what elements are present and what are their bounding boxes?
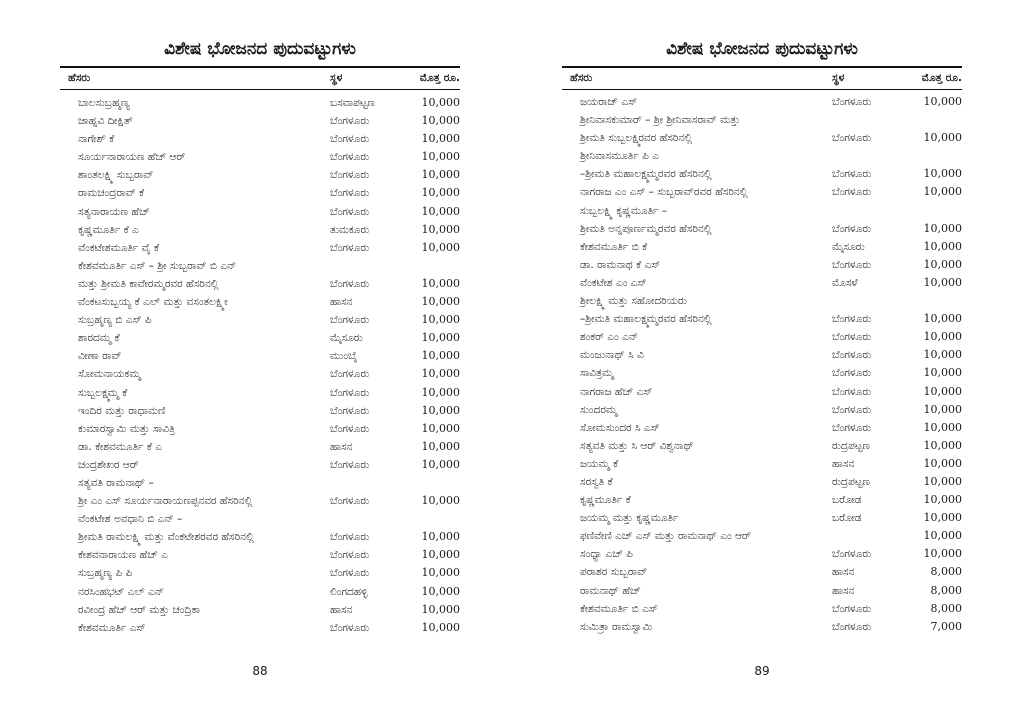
donor-name: ಇಂದಿರ ಮತ್ತು ರಾಧಾಮಣಿ — [78, 404, 166, 417]
donor-name: ನಾಗೇಶ್ ಕೆ — [78, 133, 115, 146]
donation-amount: 10,000 — [421, 150, 460, 164]
donor-name: ಶ್ರೀ ಎಂ ಎಸ್ ಸೂರ್ಯನಾರಾಯಣಪ್ಪನವರ ಹೆಸರಿನಲ್ಲಿ — [78, 495, 253, 508]
donor-name: ಸುಮಿತ್ರಾ ರಾಮಸ್ವಾಮಿ — [580, 620, 653, 633]
donation-amount: 10,000 — [421, 584, 460, 598]
page-right — [562, 0, 962, 724]
donor-name: ಕೇಶವಮೂರ್ತಿ ಬಿ ಎಸ್ — [580, 602, 658, 615]
table-row — [562, 455, 962, 473]
donation-amount: 10,000 — [421, 620, 460, 634]
table-row — [60, 275, 460, 293]
donor-name: ಸುಂದರಮ್ಮ — [580, 403, 618, 416]
donor-name: ಶ್ರೀನಿವಾಸಮೂರ್ತಿ ಪಿ ಎ — [580, 150, 659, 163]
donation-amount: 10,000 — [421, 439, 460, 453]
donor-name: ವೆಂಕಟೇಶ ಎಂ ಎಸ್ — [580, 276, 647, 289]
donation-amount: 10,000 — [923, 95, 962, 108]
header-place: ಸ್ಥಳ — [832, 72, 845, 84]
donation-amount: 10,000 — [923, 511, 962, 525]
donor-place: ಬೆಂಗಳೂರು — [832, 96, 872, 108]
donor-place: ಬೆಂಗಳೂರು — [832, 421, 872, 434]
donation-amount: 10,000 — [923, 131, 962, 145]
table-row — [60, 456, 460, 474]
table-header — [60, 68, 460, 88]
table-row — [60, 184, 460, 202]
donor-name: ಶಾಂತಲಕ್ಷ್ಮಿ ಸುಬ್ಬರಾವ್ — [78, 169, 154, 182]
donation-amount: 10,000 — [421, 132, 460, 146]
table-row — [60, 257, 460, 275]
donor-name: ಕೃಷ್ಣಮೂರ್ತಿ ಕೆ — [580, 494, 631, 507]
donor-name: ಫಣಿವೇಣಿ ಎಚ್ ಎಸ್ ಮತ್ತು ರಾಮನಾಥ್ ಎಂ ಆರ್ — [580, 530, 751, 543]
donor-name: ಸತ್ಯನಾರಾಯಣ ಹೆಚ್ — [78, 205, 150, 218]
donor-place: ಬೆಂಗಳೂರು — [832, 258, 872, 271]
donation-amount: 10,000 — [923, 312, 962, 326]
donor-name: ಸರಸ್ವತಿ ಕೆ — [580, 475, 613, 488]
table-row — [60, 221, 460, 239]
table-row — [562, 165, 962, 183]
table-row — [60, 293, 460, 311]
donor-name: ಬಾಲಸುಬ್ರಹ್ಮಣ್ಯ — [78, 97, 130, 109]
donor-place: ಬೆಂಗಳೂರು — [330, 187, 370, 200]
donor-place: ಬೆಂಗಳೂರು — [330, 368, 370, 381]
table-row — [60, 546, 460, 564]
table-row — [60, 347, 460, 365]
donation-amount: 10,000 — [923, 529, 962, 543]
donor-place: ಬೆಂಗಳೂರು — [330, 133, 370, 146]
donor-list — [60, 94, 460, 637]
donor-name: ಶಾರದಮ್ಮ ಕೆ — [78, 332, 120, 345]
table-row — [562, 328, 962, 346]
donor-name: ವೆಂಕಟೇಶಮೂರ್ತಿ ವೈ ಕೆ — [78, 241, 160, 254]
donation-amount: 10,000 — [923, 221, 962, 235]
donor-place: ಬೆಂಗಳೂರು — [330, 241, 370, 254]
donor-place: ಬೆಂಗಳೂರು — [832, 186, 872, 199]
table-row — [562, 618, 962, 636]
donation-amount: 8,000 — [930, 565, 962, 579]
donor-name: ಕೃಷ್ಣಮೂರ್ತಿ ಕೆ ಎ — [78, 223, 139, 236]
table-row — [562, 310, 962, 328]
table-row — [60, 166, 460, 184]
table-row — [60, 130, 460, 148]
donation-amount: 10,000 — [923, 239, 962, 253]
donation-amount: 10,000 — [421, 114, 460, 128]
donation-amount: 10,000 — [421, 530, 460, 544]
donor-name: ರಾಮನಾಥ್ ಹೆಚ್ — [580, 584, 641, 597]
table-row — [562, 419, 962, 437]
table-row — [562, 93, 962, 111]
donor-name: ಜಯಮ್ಮ ಕೆ — [580, 457, 619, 470]
table-row — [562, 401, 962, 419]
table-row — [60, 329, 460, 347]
donation-amount: 10,000 — [923, 257, 962, 271]
table-row — [60, 384, 460, 402]
donor-name: ಸುಬ್ಬಲಕ್ಷ್ಮಿ ಕೃಷ್ಣಮೂರ್ತಿ – — [580, 204, 668, 217]
donor-place: ಹಾಸನ — [330, 296, 353, 309]
donor-place: ಲಿಂಗದಹಳ್ಳಿ — [330, 585, 368, 598]
header-rule-bottom — [60, 89, 460, 90]
donor-place: ಬೆಂಗಳೂರು — [832, 602, 872, 615]
donor-name: ಸೋಮನಾಯಕಮ್ಮ — [78, 368, 141, 381]
table-row — [562, 364, 962, 382]
table-row — [562, 292, 962, 310]
donor-name: ಕುಮಾರಸ್ವಾಮಿ ಮತ್ತು ಸಾವಿತ್ರಿ — [78, 422, 176, 435]
donor-place: ಮೈಸೂರು — [832, 240, 865, 253]
donor-name: –ಶ್ರೀಮತಿ ಮಹಾಲಕ್ಷ್ಮಮ್ಮರವರ ಹೆಸರಿನಲ್ಲಿ — [580, 168, 712, 181]
table-row — [60, 564, 460, 582]
donation-amount: 10,000 — [421, 168, 460, 182]
donation-amount: 7,000 — [930, 619, 962, 633]
page-title: ವಿಶೇಷ ಭೋಜನದ ಪುದುವಟ್ಟುಗಳು — [666, 39, 858, 59]
table-row — [60, 619, 460, 637]
donor-name: ವೆಂಕಟಸುಬ್ಬಯ್ಯ ಕೆ ಎಲ್ ಮತ್ತು ವಸಂತಲಕ್ಷ್ಮೀ — [78, 296, 228, 309]
donor-place: ಹಾಸನ — [832, 457, 855, 470]
donation-amount: 10,000 — [923, 420, 962, 434]
donor-place: ಬರೋಡ — [832, 512, 862, 525]
page-number: 88 — [252, 664, 268, 678]
donor-place: ತುಮಕೂರು — [330, 223, 370, 236]
donor-place: ಬೆಂಗಳೂರು — [330, 386, 370, 399]
donor-place: ಬೆಂಗಳೂರು — [832, 548, 872, 561]
donor-place: ಹಾಸನ — [832, 566, 855, 579]
table-row — [60, 203, 460, 221]
donor-name: ಶ್ರೀಲಕ್ಷ್ಮಿ ಮತ್ತು ಸಹೋದರಿಯರು — [580, 295, 687, 308]
donor-name: ಶ್ರೀಮತಿ ಅನ್ನಪೂರ್ಣಮ್ಮರವರ ಹೆಸರಿನಲ್ಲಿ — [580, 222, 712, 235]
page-title: ವಿಶೇಷ ಭೋಜನದ ಪುದುವಟ್ಟುಗಳು — [164, 39, 356, 59]
donor-name: ನಾಗರಾಜ ಎಂ ಎಸ್ – ಸುಬ್ಬರಾವ್‌ರವರ ಹೆಸರಿನಲ್ಲಿ — [580, 186, 748, 199]
donation-amount: 10,000 — [421, 276, 460, 290]
table-row — [60, 112, 460, 130]
donation-amount: 10,000 — [421, 385, 460, 399]
page-number: 89 — [754, 664, 770, 678]
donation-amount: 10,000 — [923, 167, 962, 181]
donor-name: ವೆಂಕಟೇಶ ಅವಧಾನಿ ಬಿ ಎನ್ – — [78, 513, 183, 526]
donor-place: ಬೆಂಗಳೂರು — [330, 458, 370, 471]
table-row — [60, 601, 460, 619]
table-row — [562, 473, 962, 491]
donor-name: ಸೋಮಸುಂದರ ಸಿ ಎಸ್ — [580, 421, 660, 434]
table-row — [60, 311, 460, 329]
table-row — [60, 492, 460, 510]
donor-place: ಬೆಂಗಳೂರು — [330, 422, 370, 435]
donor-place: ಬೆಂಗಳೂರು — [832, 620, 872, 633]
table-row — [562, 545, 962, 563]
donation-amount: 10,000 — [421, 313, 460, 327]
donor-place: ರುದ್ರಪಟ್ಟಣ — [832, 475, 870, 488]
donation-amount: 10,000 — [421, 295, 460, 309]
table-row — [562, 527, 962, 545]
table-row — [562, 111, 962, 129]
donor-place: ಬೆಂಗಳೂರು — [832, 132, 872, 145]
header-rule-bottom — [562, 89, 962, 90]
table-row — [562, 563, 962, 581]
donation-amount: 10,000 — [421, 403, 460, 417]
donor-place: ಮುಂಬೈ — [330, 350, 358, 363]
donor-name: ನರಸಿಂಹಭಟ್ ಎಲ್ ಎನ್ — [78, 585, 164, 598]
donor-place: ಬೆಂಗಳೂರು — [330, 567, 370, 580]
donor-name: ಸುಬ್ರಹ್ಮಣ್ಯ ಪಿ ಪಿ — [78, 567, 133, 580]
donor-place: ಬೆಂಗಳೂರು — [832, 349, 872, 362]
table-row — [562, 509, 962, 527]
donor-name: ಶ್ರೀನಿವಾಸಕುಮಾರ್ – ಶ್ರೀ ಶ್ರೀನಿವಾಸರಾವ್ ಮತ್ತು — [580, 114, 740, 127]
table-row — [60, 510, 460, 528]
donation-amount: 10,000 — [421, 204, 460, 218]
donor-place: ಬೆಂಗಳೂರು — [330, 169, 370, 182]
donation-amount: 10,000 — [421, 349, 460, 363]
donor-name: ವೀಣಾ ರಾವ್ — [78, 350, 122, 363]
donor-place: ಬೆಂಗಳೂರು — [330, 621, 370, 634]
donor-place: ಬೆಂಗಳೂರು — [832, 168, 872, 181]
donor-place: ಬೆಂಗಳೂರು — [330, 314, 370, 327]
table-row — [562, 600, 962, 618]
table-row — [562, 491, 962, 509]
donation-amount: 8,000 — [930, 601, 962, 615]
table-row — [60, 365, 460, 383]
donation-amount: 10,000 — [923, 366, 962, 380]
table-row — [562, 147, 962, 165]
header-amount: ಮೊತ್ತ ರೂ. — [921, 72, 962, 84]
table-row — [562, 274, 962, 292]
table-row — [60, 438, 460, 456]
donor-place: ಹಾಸನ — [832, 584, 855, 597]
donor-place: ಬರೋಡ — [832, 494, 862, 507]
donor-name: ಸಾವಿತ್ರಮ್ಮ — [580, 367, 614, 380]
table-row — [60, 94, 460, 112]
table-row — [562, 183, 962, 201]
donor-place: ಬೆಂಗಳೂರು — [330, 115, 370, 128]
donor-name: ಚಂದ್ರಶೇಖರ ಆರ್ — [78, 458, 139, 471]
donor-place: ಬೆಂಗಳೂರು — [330, 151, 370, 164]
donation-amount: 10,000 — [923, 330, 962, 344]
donor-name: ಪರಾಶರ ಸುಬ್ಬರಾವ್ — [580, 566, 648, 579]
table-row — [562, 383, 962, 401]
donation-amount: 10,000 — [923, 348, 962, 362]
donation-amount: 10,000 — [923, 474, 962, 488]
table-row — [60, 583, 460, 601]
header-amount: ಮೊತ್ತ ರೂ. — [419, 72, 460, 84]
table-row — [562, 582, 962, 600]
table-row — [60, 420, 460, 438]
table-row — [60, 402, 460, 420]
donation-amount: 10,000 — [421, 96, 460, 109]
donation-amount: 10,000 — [421, 222, 460, 236]
donor-place: ರುದ್ರಪಟ್ಟಣ — [832, 439, 870, 452]
donation-amount: 10,000 — [923, 185, 962, 199]
donor-place: ಬೆಂಗಳೂರು — [330, 277, 370, 290]
header-name: ಹೆಸರು — [570, 72, 593, 84]
donor-name: ಮಂಜುನಾಥ್ ಸಿ ವಿ — [580, 349, 644, 362]
table-row — [562, 202, 962, 220]
table-header — [562, 68, 962, 88]
donor-place: ಮೊಸಳೆ — [832, 276, 858, 289]
donor-name: ನಾಗರಾಜ ಹೆಚ್ ಎಸ್ — [580, 385, 653, 398]
table-row — [60, 148, 460, 166]
donor-name: ಸುಬ್ರಹ್ಮಣ್ಯ ಬಿ ಎಸ್ ಪಿ — [78, 314, 152, 327]
donation-amount: 10,000 — [923, 402, 962, 416]
donor-name: ಮತ್ತು ಶ್ರೀಮತಿ ಕಾವೇರಮ್ಮರವರ ಹೆಸರಿನಲ್ಲಿ — [78, 277, 219, 290]
table-row — [562, 437, 962, 455]
header-name: ಹೆಸರು — [68, 72, 91, 84]
donor-place: ಹಾಸನ — [330, 440, 353, 453]
page-left — [60, 0, 460, 724]
table-row — [60, 528, 460, 546]
donation-amount: 10,000 — [421, 602, 460, 616]
donor-name: ಸತ್ಯವತಿ ರಾಮನಾಥ್ – — [78, 476, 154, 489]
donor-place: ಬೆಂಗಳೂರು — [330, 531, 370, 544]
table-row — [60, 474, 460, 492]
donation-amount: 10,000 — [923, 456, 962, 470]
donor-place: ಬೆಂಗಳೂರು — [330, 549, 370, 562]
donation-amount: 10,000 — [923, 384, 962, 398]
donor-place: ಹಾಸನ — [330, 603, 353, 616]
donor-name: ಶ್ರೀಮತಿ ಸುಬ್ಬಲಕ್ಷ್ಮಿರವರ ಹೆಸರಿನಲ್ಲಿ — [580, 132, 693, 145]
table-row — [562, 346, 962, 364]
donor-name: –ಶ್ರೀಮತಿ ಮಹಾಲಕ್ಷ್ಮಮ್ಮರವರ ಹೆಸರಿನಲ್ಲಿ — [580, 313, 712, 326]
donor-name: ರಾಮಚಂದ್ರರಾವ್ ಕೆ — [78, 187, 145, 200]
donor-name: ಶಂಕರ್ ಎಂ ಎನ್ — [580, 331, 639, 344]
donor-place: ಬೆಂಗಳೂರು — [330, 205, 370, 218]
donor-place: ಬೆಂಗಳೂರು — [330, 495, 370, 508]
donation-amount: 10,000 — [923, 275, 962, 289]
table-row — [562, 129, 962, 147]
donation-amount: 10,000 — [421, 566, 460, 580]
donor-name: ಕೇಶವಮೂರ್ತಿ ಎಸ್ – ಶ್ರೀ ಸುಬ್ಬರಾವ್ ಬಿ ಎನ್ — [78, 259, 237, 272]
donation-amount: 10,000 — [421, 421, 460, 435]
donor-name: ಸುಬ್ಬಲಕ್ಷ್ಮಮ್ಮ ಕೆ — [78, 386, 128, 399]
donor-name: ಶ್ರೀಮತಿ ರಾಮಲಕ್ಷ್ಮಿ ಮತ್ತು ವೆಂಕಟೇಶರವರ ಹೆಸರಿನಲ್ಲಿ — [78, 531, 254, 544]
donor-name: ಕೇಶವನಾರಾಯಣ ಹೆಚ್ ಎ — [78, 549, 168, 562]
donation-amount: 10,000 — [421, 331, 460, 345]
table-row — [60, 239, 460, 257]
donor-place: ಬೆಂಗಳೂರು — [832, 403, 872, 416]
donation-amount: 10,000 — [421, 494, 460, 508]
donor-place: ಬೆಂಗಳೂರು — [832, 313, 872, 326]
donor-name: ಸೂರ್ಯನಾರಾಯಣ ಹೆಚ್ ಆರ್ — [78, 151, 186, 164]
donation-amount: 10,000 — [421, 548, 460, 562]
donor-place: ಬೆಂಗಳೂರು — [832, 385, 872, 398]
donation-amount: 10,000 — [923, 547, 962, 561]
donor-name: ಕೇಶವಮೂರ್ತಿ ಎಸ್ — [78, 621, 146, 634]
donor-list — [562, 93, 962, 636]
donor-name: ಕೇಶವಮೂರ್ತಿ ಬಿ ಕೆ — [580, 240, 648, 253]
table-row — [562, 256, 962, 274]
donor-place: ಬೆಂಗಳೂರು — [330, 404, 370, 417]
donor-name: ಸಂಧ್ಯಾ ಎಚ್ ಪಿ — [580, 548, 633, 561]
donor-place: ಮೈಸೂರು — [330, 332, 363, 345]
table-row — [562, 238, 962, 256]
donor-name: ಡಾ. ರಾಮನಾಥ ಕೆ ಎಸ್ — [580, 258, 661, 271]
donor-place: ಬೆಂಗಳೂರು — [832, 331, 872, 344]
donor-name: ಜಾಹ್ನವಿ ದೀಕ್ಷಿತ್ — [78, 115, 133, 128]
donor-name: ರವೀಂದ್ರ ಹೆಚ್ ಆರ್ ಮತ್ತು ಚಂದ್ರಿಕಾ — [78, 603, 201, 616]
donor-name: ಜಯರಾಜ್ ಎಸ್ — [580, 96, 638, 108]
header-place: ಸ್ಥಳ — [330, 72, 343, 84]
donation-amount: 10,000 — [421, 367, 460, 381]
donor-name: ಸತ್ಯವತಿ ಮತ್ತು ಸಿ ಆರ್ ವಿಶ್ವನಾಥ್ — [580, 439, 694, 452]
donation-amount: 10,000 — [923, 438, 962, 452]
donation-amount: 10,000 — [421, 457, 460, 471]
donor-name: ಡಾ. ಕೇಶವಮೂರ್ತಿ ಕೆ ಎ — [78, 440, 162, 453]
donor-place: ಬಸವಾಪಟ್ಟಣ — [330, 97, 375, 109]
donation-amount: 10,000 — [421, 240, 460, 254]
donor-place: ಬೆಂಗಳೂರು — [832, 222, 872, 235]
donation-amount: 8,000 — [930, 583, 962, 597]
donation-amount: 10,000 — [923, 493, 962, 507]
donation-amount: 10,000 — [421, 186, 460, 200]
donor-place: ಬೆಂಗಳೂರು — [832, 367, 872, 380]
table-row — [562, 220, 962, 238]
donor-name: ಜಯಮ್ಮ ಮತ್ತು ಕೃಷ್ಣಮೂರ್ತಿ — [580, 512, 679, 525]
